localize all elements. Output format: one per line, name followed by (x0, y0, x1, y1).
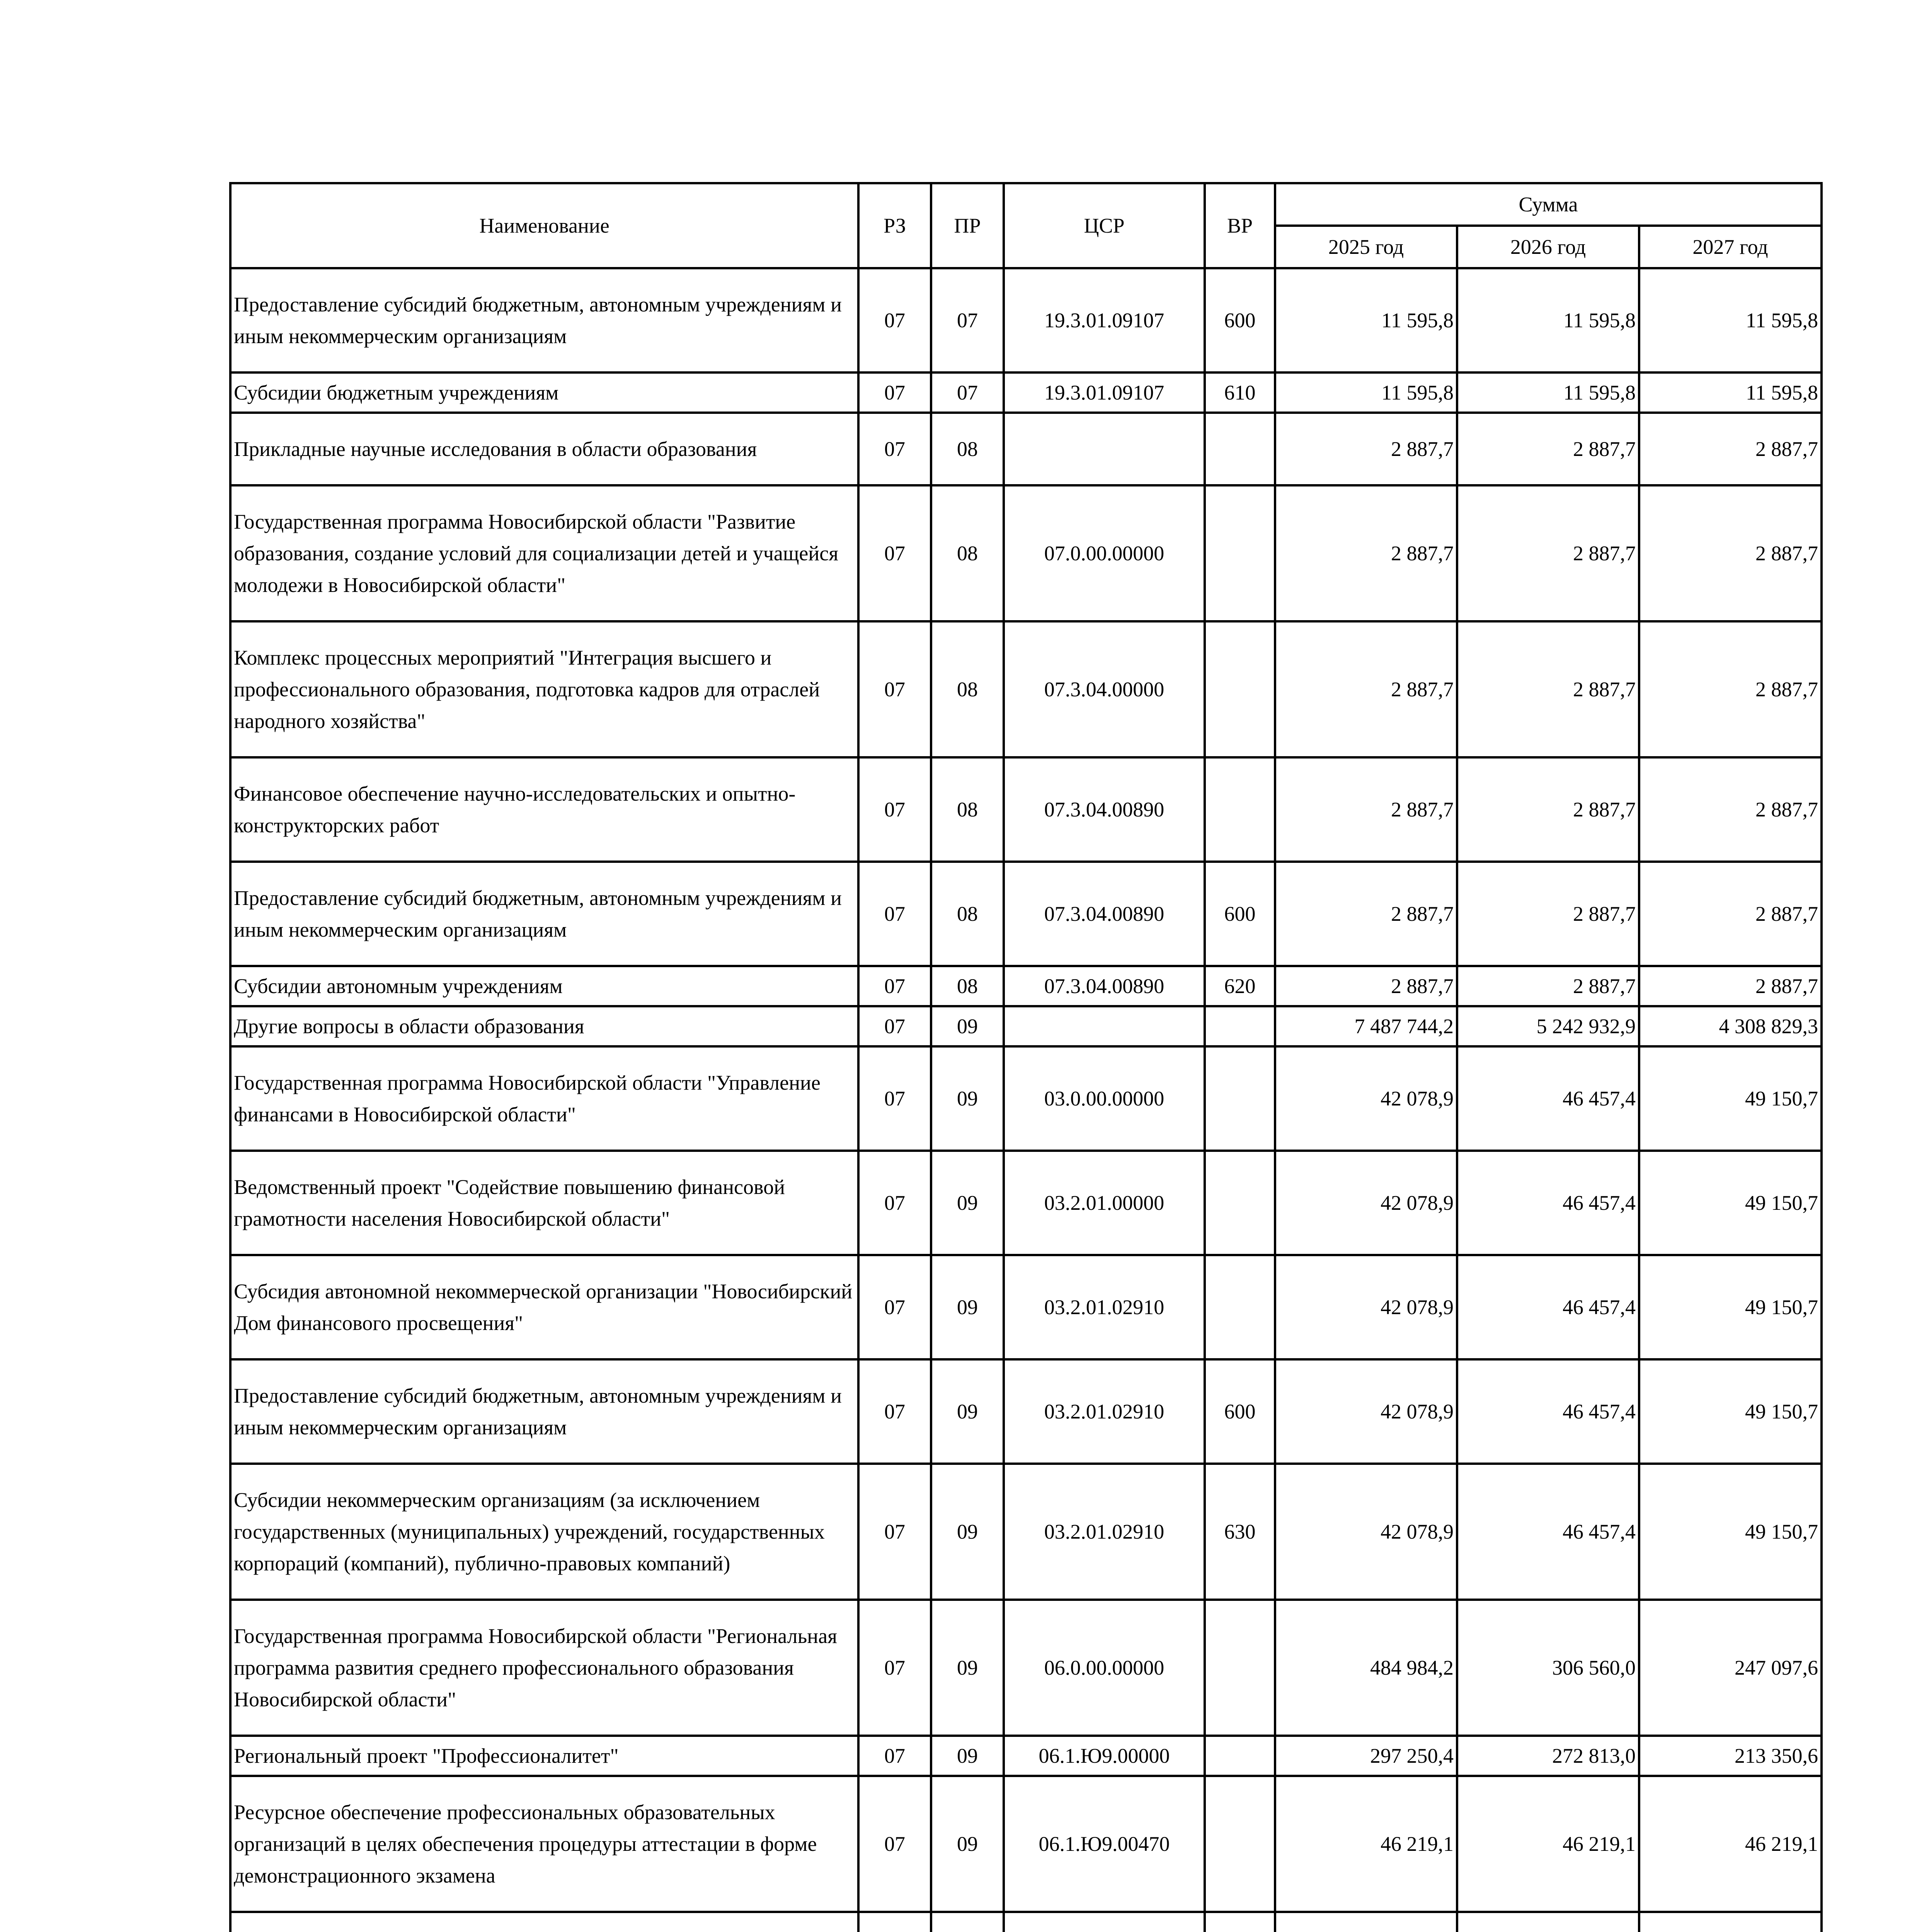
row-rz (858, 1912, 931, 1932)
row-name: Финансовое обеспечение научно-исследовательских и опытно-конструкторских работ (230, 757, 858, 862)
row-pr: 09 (931, 1359, 1004, 1464)
row-csr: 07.0.00.00000 (1004, 485, 1205, 621)
row-amount-2027: 4 308 829,3 (1639, 1006, 1822, 1046)
row-amount-2026: 272 813,0 (1457, 1736, 1639, 1776)
row-name (230, 1912, 858, 1932)
row-pr: 09 (931, 1736, 1004, 1776)
row-vr (1205, 757, 1275, 862)
row-pr: 09 (931, 1151, 1004, 1255)
row-amount-2027 (1639, 1912, 1822, 1932)
row-csr: 03.2.01.00000 (1004, 1151, 1205, 1255)
row-amount-2027: 2 887,7 (1639, 621, 1822, 757)
row-rz: 07 (858, 1255, 931, 1359)
row-csr: 03.0.00.00000 (1004, 1046, 1205, 1151)
row-amount-2026: 2 887,7 (1457, 621, 1639, 757)
row-pr: 08 (931, 757, 1004, 862)
row-amount-2025: 2 887,7 (1275, 862, 1457, 966)
row-vr (1205, 1006, 1275, 1046)
row-csr (1004, 1912, 1205, 1932)
row-pr: 07 (931, 372, 1004, 413)
row-name: Предоставление субсидий бюджетным, автономным учреждениям и иным некоммерческим организациям (230, 1359, 858, 1464)
row-rz: 07 (858, 862, 931, 966)
row-name: Ведомственный проект "Содействие повышению финансовой грамотности населения Новосибирской области" (230, 1151, 858, 1255)
row-vr (1205, 413, 1275, 485)
row-amount-2027: 49 150,7 (1639, 1046, 1822, 1151)
row-amount-2025: 42 078,9 (1275, 1359, 1457, 1464)
row-csr: 07.3.04.00890 (1004, 757, 1205, 862)
row-amount-2026 (1457, 1912, 1639, 1932)
row-csr: 03.2.01.02910 (1004, 1255, 1205, 1359)
row-amount-2026: 2 887,7 (1457, 413, 1639, 485)
row-pr: 08 (931, 966, 1004, 1006)
row-amount-2027: 2 887,7 (1639, 757, 1822, 862)
table-row (230, 621, 1822, 757)
row-rz: 07 (858, 413, 931, 485)
row-pr: 08 (931, 621, 1004, 757)
row-pr: 09 (931, 1600, 1004, 1736)
row-name: Субсидия автономной некоммерческой организации "Новосибирский Дом финансового просвещения" (230, 1255, 858, 1359)
table-body (230, 268, 1822, 1932)
budget-table (229, 182, 1823, 1932)
row-amount-2025: 42 078,9 (1275, 1151, 1457, 1255)
row-name: Региональный проект "Профессионалитет" (230, 1736, 858, 1776)
row-name: Государственная программа Новосибирской области "Региональная программа развития среднего профессионального образования Новосибирской области" (230, 1600, 858, 1736)
row-amount-2025 (1275, 1912, 1457, 1932)
row-vr: 600 (1205, 1359, 1275, 1464)
table-row (230, 372, 1822, 413)
row-rz: 07 (858, 1736, 931, 1776)
row-amount-2027: 49 150,7 (1639, 1255, 1822, 1359)
row-amount-2026: 2 887,7 (1457, 757, 1639, 862)
row-rz: 07 (858, 1151, 931, 1255)
header-pr: ПР (931, 183, 1004, 268)
header-csr: ЦСР (1004, 183, 1205, 268)
row-name: Субсидии автономным учреждениям (230, 966, 858, 1006)
row-vr (1205, 1255, 1275, 1359)
row-name: Ресурсное обеспечение профессиональных образовательных организаций в целях обеспечения процедуры аттестации в форме демонстрационного экзамена (230, 1776, 858, 1912)
table-row (230, 1006, 1822, 1046)
row-amount-2027: 2 887,7 (1639, 413, 1822, 485)
row-amount-2025: 42 078,9 (1275, 1046, 1457, 1151)
row-vr (1205, 1151, 1275, 1255)
row-name: Другие вопросы в области образования (230, 1006, 858, 1046)
row-amount-2025: 2 887,7 (1275, 621, 1457, 757)
row-rz: 07 (858, 485, 931, 621)
table-row (230, 1736, 1822, 1776)
row-amount-2027: 2 887,7 (1639, 485, 1822, 621)
table-row (230, 1151, 1822, 1255)
row-rz: 07 (858, 268, 931, 372)
row-rz: 07 (858, 621, 931, 757)
table-row (230, 1912, 1822, 1932)
row-pr: 08 (931, 485, 1004, 621)
row-amount-2027: 49 150,7 (1639, 1151, 1822, 1255)
row-name: Субсидии бюджетным учреждениям (230, 372, 858, 413)
row-rz: 07 (858, 1464, 931, 1600)
table-row (230, 966, 1822, 1006)
row-name: Государственная программа Новосибирской области "Развитие образования, создание условий для социализации детей и учащейся молодежи в Новосибирской области" (230, 485, 858, 621)
row-csr: 03.2.01.02910 (1004, 1359, 1205, 1464)
row-vr (1205, 1046, 1275, 1151)
row-vr: 620 (1205, 966, 1275, 1006)
row-vr: 610 (1205, 372, 1275, 413)
header-year-2026: 2026 год (1457, 226, 1639, 268)
row-csr: 06.1.Ю9.00470 (1004, 1776, 1205, 1912)
row-amount-2025: 7 487 744,2 (1275, 1006, 1457, 1046)
table-row (230, 1776, 1822, 1912)
row-pr: 09 (931, 1006, 1004, 1046)
row-vr (1205, 1736, 1275, 1776)
row-csr: 06.1.Ю9.00000 (1004, 1736, 1205, 1776)
table-row (230, 757, 1822, 862)
row-pr: 09 (931, 1776, 1004, 1912)
row-vr: 600 (1205, 268, 1275, 372)
row-vr (1205, 1912, 1275, 1932)
row-amount-2025: 11 595,8 (1275, 372, 1457, 413)
table-row (230, 1255, 1822, 1359)
row-csr: 19.3.01.09107 (1004, 372, 1205, 413)
table-row (230, 413, 1822, 485)
row-csr: 07.3.04.00000 (1004, 621, 1205, 757)
row-pr: 09 (931, 1255, 1004, 1359)
row-amount-2027: 11 595,8 (1639, 268, 1822, 372)
row-vr: 600 (1205, 862, 1275, 966)
row-amount-2026: 11 595,8 (1457, 372, 1639, 413)
row-amount-2026: 5 242 932,9 (1457, 1006, 1639, 1046)
row-amount-2025: 2 887,7 (1275, 485, 1457, 621)
table-row (230, 862, 1822, 966)
row-rz: 07 (858, 372, 931, 413)
row-amount-2025: 46 219,1 (1275, 1776, 1457, 1912)
row-amount-2027: 49 150,7 (1639, 1464, 1822, 1600)
header-name: Наименование (230, 183, 858, 268)
row-csr: 03.2.01.02910 (1004, 1464, 1205, 1600)
row-amount-2026: 46 457,4 (1457, 1359, 1639, 1464)
row-vr (1205, 621, 1275, 757)
row-name: Комплекс процессных мероприятий "Интеграция высшего и профессионального образования, подготовка кадров для отраслей народного хозяйства" (230, 621, 858, 757)
table-row (230, 485, 1822, 621)
row-csr: 07.3.04.00890 (1004, 966, 1205, 1006)
row-amount-2026: 11 595,8 (1457, 268, 1639, 372)
row-amount-2026: 2 887,7 (1457, 966, 1639, 1006)
row-amount-2025: 2 887,7 (1275, 413, 1457, 485)
row-amount-2026: 46 457,4 (1457, 1255, 1639, 1359)
row-pr: 08 (931, 862, 1004, 966)
row-amount-2027: 49 150,7 (1639, 1359, 1822, 1464)
row-rz: 07 (858, 757, 931, 862)
row-amount-2026: 2 887,7 (1457, 485, 1639, 621)
table-row (230, 1046, 1822, 1151)
row-rz: 07 (858, 966, 931, 1006)
table-row (230, 1359, 1822, 1464)
row-amount-2027: 213 350,6 (1639, 1736, 1822, 1776)
header-sum: Сумма (1275, 183, 1822, 226)
row-amount-2027: 2 887,7 (1639, 966, 1822, 1006)
row-amount-2025: 297 250,4 (1275, 1736, 1457, 1776)
row-rz: 07 (858, 1776, 931, 1912)
row-amount-2026: 306 560,0 (1457, 1600, 1639, 1736)
row-amount-2027: 2 887,7 (1639, 862, 1822, 966)
row-rz: 07 (858, 1006, 931, 1046)
row-amount-2026: 46 457,4 (1457, 1046, 1639, 1151)
row-amount-2025: 484 984,2 (1275, 1600, 1457, 1736)
row-amount-2027: 46 219,1 (1639, 1776, 1822, 1912)
row-amount-2027: 247 097,6 (1639, 1600, 1822, 1736)
row-pr: 09 (931, 1464, 1004, 1600)
row-vr: 630 (1205, 1464, 1275, 1600)
row-pr (931, 1912, 1004, 1932)
row-amount-2026: 46 457,4 (1457, 1151, 1639, 1255)
header-year-2027: 2027 год (1639, 226, 1822, 268)
table-row (230, 1464, 1822, 1600)
row-name: Предоставление субсидий бюджетным, автономным учреждениям и иным некоммерческим организациям (230, 268, 858, 372)
header-vr: ВР (1205, 183, 1275, 268)
row-amount-2026: 46 219,1 (1457, 1776, 1639, 1912)
row-rz: 07 (858, 1046, 931, 1151)
row-amount-2025: 42 078,9 (1275, 1464, 1457, 1600)
row-vr (1205, 1776, 1275, 1912)
row-csr (1004, 413, 1205, 485)
row-vr (1205, 1600, 1275, 1736)
table-row (230, 268, 1822, 372)
row-amount-2025: 42 078,9 (1275, 1255, 1457, 1359)
row-amount-2025: 11 595,8 (1275, 268, 1457, 372)
row-amount-2027: 11 595,8 (1639, 372, 1822, 413)
row-pr: 08 (931, 413, 1004, 485)
row-rz: 07 (858, 1359, 931, 1464)
row-name: Субсидии некоммерческим организациям (за исключением государственных (муниципальных) учреждений, государственных корпораций (компаний), публично-правовых компаний) (230, 1464, 858, 1600)
row-vr (1205, 485, 1275, 621)
row-amount-2026: 2 887,7 (1457, 862, 1639, 966)
row-amount-2025: 2 887,7 (1275, 757, 1457, 862)
row-name: Прикладные научные исследования в области образования (230, 413, 858, 485)
row-csr: 06.0.00.00000 (1004, 1600, 1205, 1736)
header-rz: РЗ (858, 183, 931, 268)
row-amount-2025: 2 887,7 (1275, 966, 1457, 1006)
row-rz: 07 (858, 1600, 931, 1736)
row-csr: 19.3.01.09107 (1004, 268, 1205, 372)
row-pr: 07 (931, 268, 1004, 372)
table-row (230, 1600, 1822, 1736)
row-csr: 07.3.04.00890 (1004, 862, 1205, 966)
row-name: Предоставление субсидий бюджетным, автономным учреждениям и иным некоммерческим организациям (230, 862, 858, 966)
row-name: Государственная программа Новосибирской области "Управление финансами в Новосибирской области" (230, 1046, 858, 1151)
row-csr (1004, 1006, 1205, 1046)
header-year-2025: 2025 год (1275, 226, 1457, 268)
row-pr: 09 (931, 1046, 1004, 1151)
row-amount-2026: 46 457,4 (1457, 1464, 1639, 1600)
